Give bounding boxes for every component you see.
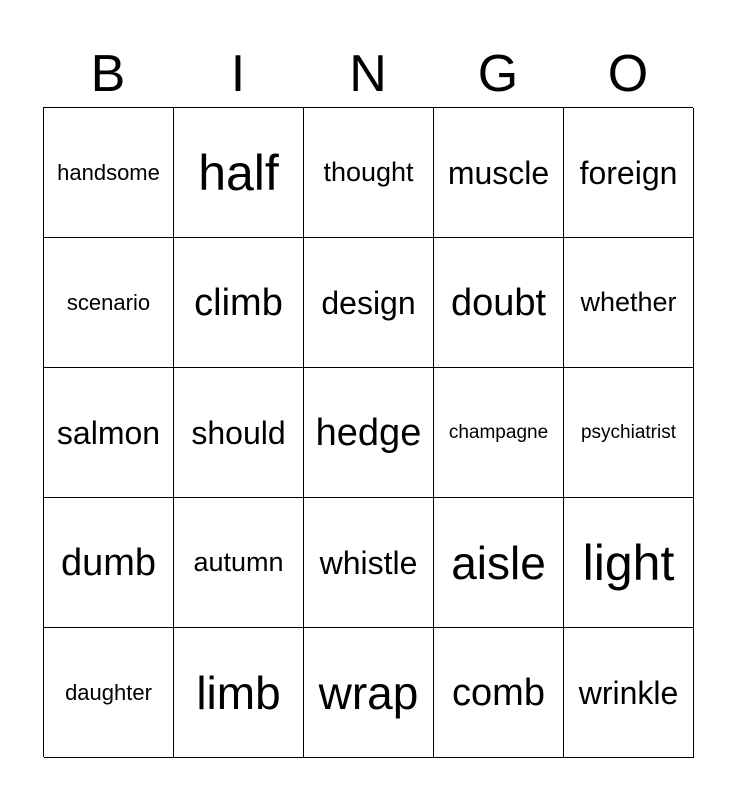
- header-letter-b: B: [90, 45, 126, 103]
- bingo-cell: foreign: [564, 108, 694, 238]
- header-letter-o: O: [607, 45, 649, 103]
- bingo-cell: hedge: [304, 368, 434, 498]
- bingo-cell: should: [174, 368, 304, 498]
- bingo-cell: comb: [434, 628, 564, 758]
- bingo-cell: wrap: [304, 628, 434, 758]
- bingo-cell: whether: [564, 238, 694, 368]
- header-letter-i: I: [230, 45, 246, 103]
- bingo-board: [43, 107, 693, 757]
- bingo-cell: aisle: [434, 498, 564, 628]
- bingo-header: [43, 40, 693, 108]
- bingo-cell: design: [304, 238, 434, 368]
- bingo-cell: light: [564, 498, 694, 628]
- bingo-cell: doubt: [434, 238, 564, 368]
- bingo-cell: half: [174, 108, 304, 238]
- bingo-cell: climb: [174, 238, 304, 368]
- bingo-cell: limb: [174, 628, 304, 758]
- bingo-cell: psychiatrist: [564, 368, 694, 498]
- bingo-cell: champagne: [434, 368, 564, 498]
- bingo-cell: scenario: [44, 238, 174, 368]
- bingo-cell: thought: [304, 108, 434, 238]
- bingo-cell: dumb: [44, 498, 174, 628]
- header-letter-n: N: [349, 45, 387, 103]
- bingo-cell: whistle: [304, 498, 434, 628]
- bingo-cell: wrinkle: [564, 628, 694, 758]
- bingo-cell: autumn: [174, 498, 304, 628]
- bingo-cell: muscle: [434, 108, 564, 238]
- bingo-cell: daughter: [44, 628, 174, 758]
- bingo-cell: handsome: [44, 108, 174, 238]
- header-letter-g: G: [477, 45, 519, 103]
- bingo-cell: salmon: [44, 368, 174, 498]
